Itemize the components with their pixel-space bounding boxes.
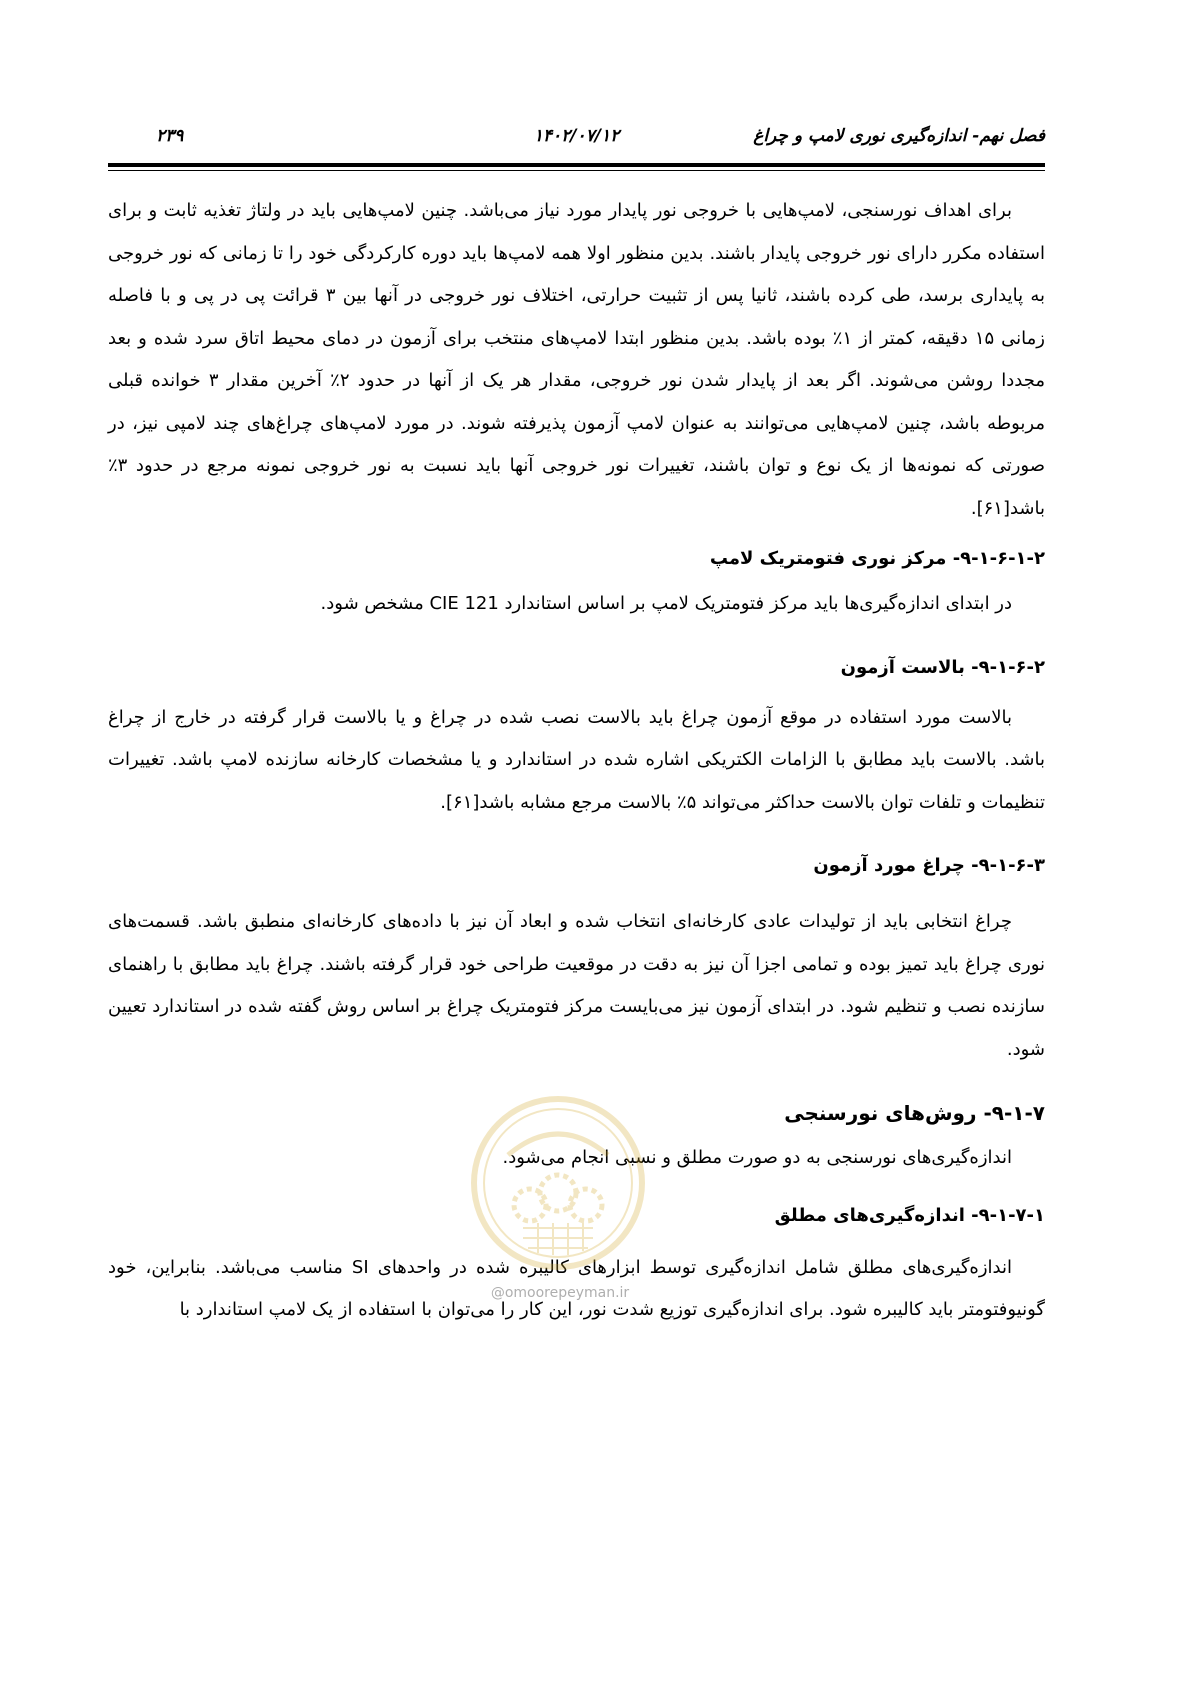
section-heading-photometric-center: ۹-۱-۶-۱-۲- مرکز نوری فتومتریک لامپ — [709, 548, 1045, 569]
section-heading-absolute-measurements: ۹-۱-۷-۱- اندازه‌گیری‌های مطلق — [774, 1204, 1045, 1226]
section-heading-luminaire-under-test: ۹-۱-۶-۳- چراغ مورد آزمون — [813, 855, 1045, 876]
paragraph-test-ballast: بالاست مورد استفاده در موقع آزمون چراغ باید بالاست نصب شده در چراغ و یا بالاست قرار گرفته در خارج از چراغ باشد. بالاست باید مطابق با الزامات الکتریکی اشاره شده در استاندارد و یا مشخصات کارخانه سازنده لامپ باشد. تغییرات تنظیمات و تلفات توان بالاست حداکثر می‌تواند ۵٪ بالاست مرجع مشابه باشد[۶۱]. — [108, 706, 1045, 813]
paragraph-absolute-measurements: اندازه‌گیری‌های مطلق شامل اندازه‌گیری توسط ابزارهای کالیبره شده در واحدهای SI مناسب می‌باشد. بنابراین، خود گونیوفتومتر باید کالیبره شود. برای اندازه‌گیری توزیع شدت نور، این کار را می‌توان با استفاده از یک لامپ استاندارد با — [108, 1256, 1045, 1320]
header-date: ۱۴۰۲/۰۷/۱۲ — [533, 126, 620, 146]
intro-paragraph: برای اهداف نورسنجی، لامپ‌هایی با خروجی نور پایدار مورد نیاز می‌باشد. چنین لامپ‌هایی باید در ولتاژ تغذیه ثابت و برای استفاده مکرر دارای نور خروجی پایدار باشند. بدین منظور اولا همه لامپ‌ها باید دوره کارکردگی خود را تا زمانی که نور خروجی به پایداری برسد، طی کرده باشند، ثانیا پس از تثبیت حرارتی، اختلاف نور خروجی در آنها بین ۳ قرائت پی در پی و با فاصله زمانی ۱۵ دقیقه، کمتر از ۱٪ بوده باشد. بدین منظور ابتدا لامپ‌های منتخب برای آزمون در دمای محیط اتاق سرد شده و بعد مجددا روشن می‌شوند. اگر بعد از پایدار شدن نور خروجی، مقدار هر یک از آنها در حدود ۲٪ آخرین مقدار ۳ خوانده قبلی مربوطه باشد، چنین لامپ‌هایی می‌توانند به عنوان لامپ آزمون پذیرفته شوند. در مورد لامپ‌های چراغ‌های چند لامپی نیز، در صورتی که نمونه‌ها از یک نوع و توان باشند، تغییرات نور خروجی آنها باید نسبت به نور خروجی نمونه مرجع در حدود ۳٪ باشد[۶۱]. — [108, 200, 1046, 519]
document-body — [108, 190, 1045, 1332]
page-header — [108, 118, 1045, 148]
watermark-text: @omoorepeyman.ir — [490, 1285, 630, 1301]
paragraph-photometry-methods: اندازه‌گیری‌های نورسنجی به دو صورت مطلق و نسبی انجام می‌شود. — [502, 1147, 1012, 1168]
page-number: ۲۳۹ — [156, 126, 184, 146]
paragraph-photometric-center: در ابتدای اندازه‌گیری‌ها باید مرکز فتومتریک لامپ بر اساس استاندارد CIE 121 مشخص شود. — [320, 593, 1012, 614]
section-heading-photometry-methods: ۹-۱-۷- روش‌های نورسنجی — [784, 1101, 1045, 1125]
chapter-title: فصل نهم- اندازه‌گیری نوری لامپ و چراغ — [753, 126, 1045, 146]
header-rule-thin — [108, 170, 1045, 171]
paragraph-luminaire-under-test: چراغ انتخابی باید از تولیدات عادی کارخانه‌ای انتخاب شده و ابعاد آن نیز با داده‌های کارخانه‌ای منطبق باشد. قسمت‌های نوری چراغ باید تمیز بوده و تمامی اجزا آن نیز به دقت در موقعیت طراحی خود قرار گرفته باشند. چراغ باید مطابق با راهنمای سازنده نصب و تنظیم شود. در ابتدای آزمون نیز می‌بایست مرکز فتومتریک چراغ بر اساس روش گفته شده در استاندارد تعیین شود. — [108, 911, 1045, 1060]
header-rule-thick — [108, 163, 1045, 167]
section-heading-test-ballast: ۹-۱-۶-۲- بالاست آزمون — [840, 656, 1045, 678]
